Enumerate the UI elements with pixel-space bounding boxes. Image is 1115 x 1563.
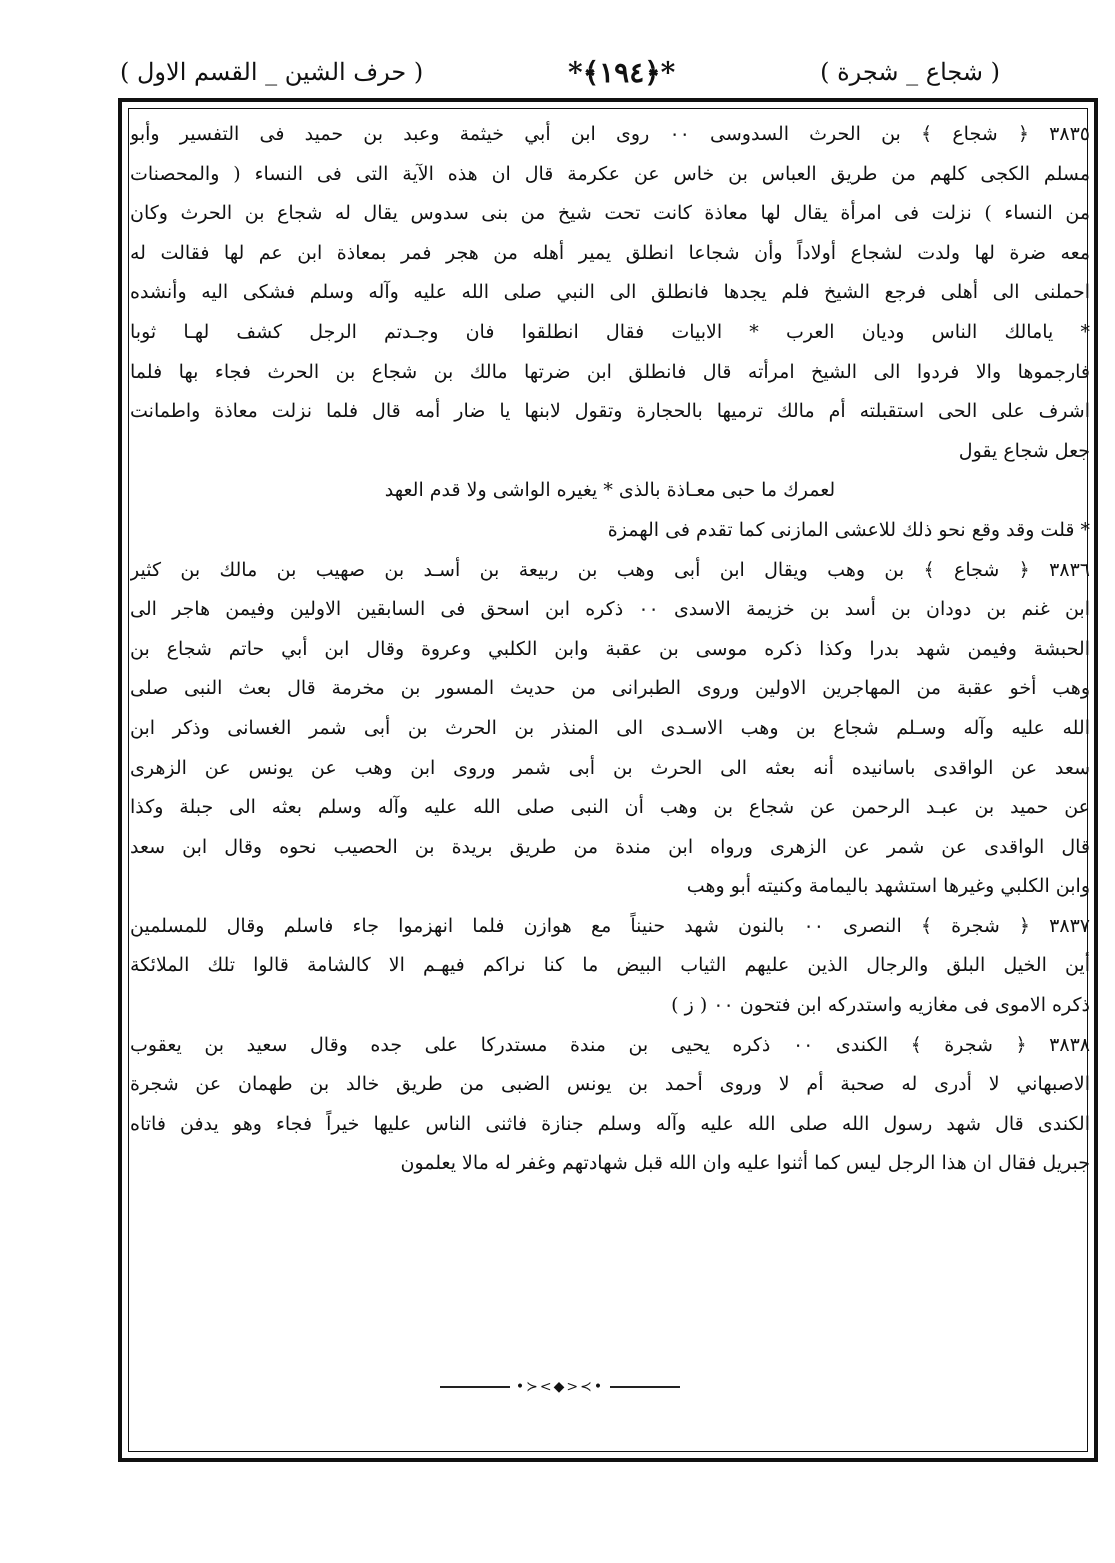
text-line: اشرف على الحى استقبلته أم مالك ترميها بالحجارة وتقول لابنها يا ضار أمه قال فلما نزلت معاذة واطمانت: [130, 400, 1090, 423]
ornament-rule-right: [610, 1386, 680, 1388]
text-line: جبريل فقال ان هذا الرجل ليس كما أثنوا عليه وان الله قبل شهادتهم وغفر له مالا يعلمون: [400, 1152, 1090, 1175]
text-line: سعد عن الواقدى باسانيده أنه بعثه الى الحرث بن أبى شمر وروى ابن وهب عن يونس عن الزهرى: [130, 756, 1090, 779]
poem-verse: لعمرك ما حبى معـاذة بالذى * يغيره الواشى ولا قدم العهد: [384, 479, 836, 502]
text-line: عن حميد بن عبـد الرحمن عن شجاع بن وهب أن النبى صلى الله عليه وآله وسلم بعثه الى جبلة وكذا: [130, 796, 1090, 819]
page-body: [130, 115, 1090, 1184]
text-line: أين الخيل البلق والرجال الذين عليهم الثياب البيض ما كنا نراكم فيهـم الا كالشامة قالوا تلك الملائكة: [130, 954, 1090, 977]
text-line: فارجموها والا فردوا الى الشيخ امرأته قال فانطلق ابن ضرتها مالك بن شجاع بن الحرث فجاء بها فلما: [130, 360, 1090, 383]
text-line: معه ضرة لها ولدت لشجاع أولاداً وأن شجاعا انطلق يمير أهله من هجر فمر بمعاذة ابن عم لها فقالت له: [130, 241, 1090, 264]
ornament-rule-left: [440, 1386, 510, 1388]
text-line: الاصبهاني لا أدرى له صحبة أم لا وروى أحمد بن يونس الضبى من طريق خالد بن طهمان عن شجرة: [130, 1073, 1090, 1096]
text-line: قال الواقدى عن شمر عن الزهرى ورواه ابن مندة من طريق بريدة بن الحصيب نحوه وقال ابن سعد: [130, 835, 1090, 858]
end-ornament: [430, 1378, 690, 1396]
page-number: *﴿١٩٤﴾*: [568, 55, 676, 89]
text-line: الحبشة وفيمن شهد بدرا وكذا ذكره موسى بن عقبة وابن الكلبي وعروة وقال ابن أبي حاتم شجاع بن: [130, 637, 1090, 660]
entry-3837-start: ٣٨٣٧ ﴿ شجرة ﴾ النصرى ٠٠ بالنون شهد حنيناً مع هوازن فلما انهزموا جاء فاسلم وقال للمسلمين: [130, 914, 1090, 937]
entry-3836-start: ٣٨٣٦ ﴿ شجاع ﴾ بن وهب ويقال ابن أبى وهب بن ربيعة بن أسـد بن صهيب بن مالك بن كثير: [130, 558, 1090, 581]
text-line: الكندى قال شهد رسول الله صلى الله عليه وآله وسلم جنازة فاثنى الناس عليها خيراً فجاء وهو يدفن فاتاه: [130, 1112, 1090, 1135]
header-section-title: ( حرف الشين _ القسم الاول ): [120, 58, 424, 86]
text-line: * قلت وقد وقع نحو ذلك للاعشى المازنى كما تقدم فى الهمزة: [607, 518, 1090, 541]
page-header: [120, 52, 1000, 92]
text-line: جعل شجاع يقول: [958, 439, 1090, 462]
text-line: الله عليه وآله وسـلم شجاع بن وهب الاسـدى الى المنذر بن الحرث بن أبى شمر الغسانى وذكر ابن: [130, 716, 1090, 739]
text-line: وابن الكلبي وغيرها استشهد باليمامة وكنيته أبو وهب: [686, 875, 1090, 898]
text-line: احملنى الى أهلى فرجع الشيخ فلم يجدها فانطلق الى النبي صلى الله عليه وآله وسلم فشكى اليه وأنشده: [130, 281, 1090, 304]
text-line: من النساء ) نزلت فى امرأة يقال لها معاذة كانت تحت شيخ من بنى سدوس يقال له شجاع بن الحرث وكان: [130, 202, 1090, 225]
text-line: وهب أخو عقبة من المهاجرين الاولين وروى الطبرانى من حديث المسور بن مخرمة قال بعث النبى صلى: [130, 677, 1090, 700]
text-line: ابن غنم بن دودان بن أسد بن خزيمة الاسدى ٠٠ ذكره ابن اسحق فى السابقين الاولين وفيمن هاجر الى: [130, 598, 1090, 621]
text-line: * يامالك الناس وديان العرب * الابيات فقال انطلقوا فان وجـدتم الرجل كشف لهـا ثوبا: [130, 320, 1090, 343]
text-line: ٣٨٣٥ ﴿ شجاع ﴾ بن الحرث السدوسى ٠٠ روى ابن أبي خيثمة وعبد بن حميد فى التفسير وأبو: [130, 123, 1090, 145]
header-entries-range: ( شجاع _ شجرة ): [820, 58, 1000, 86]
ornament-glyph: •≻<◆>≺•: [515, 1379, 605, 1395]
text-line: ذكره الاموى فى مغازيه واستدركه ابن فتحون ٠٠ ( ز ): [671, 994, 1090, 1017]
text-line: مسلم الكجى كلهم من طريق العباس بن خاس عن عكرمة قال ان هذه الآية التى فى النساء ( والمحصنات: [130, 162, 1090, 185]
entry-3838-start: ٣٨٣٨ ﴿ شجرة ﴾ الكندى ٠٠ ذكره يحيى بن مندة مستدركا على جده وقال سعيد بن يعقوب: [130, 1033, 1090, 1056]
